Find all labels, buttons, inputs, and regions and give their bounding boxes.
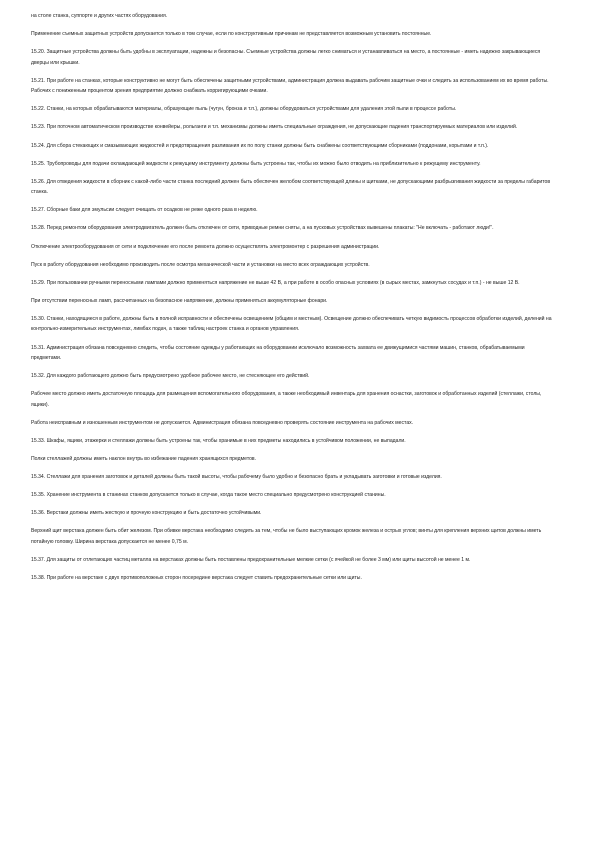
paragraph: 15.21. При работе на станках, которые конструктивно не могут быть обеспечены защитными устройствами, администрация должна выдавать рабочим защитные очки и следить за использованием их во время работы. Рабочих с пониженным процентом зрения предприятие должно снабжать корригирующими очками. bbox=[31, 77, 549, 95]
paragraph: 15.26. Для отведения жидкости в сборник с какой-либо части станка последний должен быть обеспечен желобом соответствующей длины и щитками, не допускающими разбрызгивания жидкости за пределы габаритов станка. bbox=[31, 178, 551, 196]
paragraph: 15.23. При поточном автоматическом производстве конвейеры, рольганги и т.п. механизмы должны иметь специальные ограждения, не допускающие падения транспортируемых материалов или изделий. bbox=[31, 124, 518, 131]
paragraph: 15.22. Станки, на которых обрабатываются материалы, образующие пыль (чугун, бронза и т.п.), должны оборудоваться устройствами для удаления этой пыли в процессе работы. bbox=[31, 106, 457, 113]
paragraph: Верхний щит верстака должен быть обит железом. При обивке верстака необходимо следить за тем, чтобы не было выступающих кромок железа и острых углов; винты для крепления верхних щитов должны иметь потайную головку. Ширина верстака допускается не менее 0,75 м. bbox=[31, 528, 542, 545]
paragraph: 15.38. При работе на верстаке с двух противоположных сторон посередине верстака следует ставить предохранительные сетки или щиты. bbox=[31, 575, 362, 582]
paragraph: 15.27. Сборные баки для эмульсии следует очищать от осадков не реже одного раза в неделю. bbox=[31, 207, 258, 214]
paragraph: Отключение электрооборудования от сети и подключение его после ремонта должно осуществлять электромонтер с разрешения администрации. bbox=[31, 243, 380, 250]
paragraph: 15.30. Станки, находящиеся в работе, должны быть в полной исправности и обеспечены освещением (общим и местным). Освещение должно обеспечивать четкую видимость процессов обработки изделий, делений на контрольно-измерительных инструментах, лимбах подач, а также таблиц настроек станка и органов управления. bbox=[31, 315, 552, 333]
paragraph: Работа неисправным и изношенным инструментом не допускается. Администрация обязана повседневно проверять состояние инструмента на рабочих местах. bbox=[31, 419, 414, 426]
paragraph: 15.33. Шкафы, ящики, этажерки и стеллажи должны быть устроены так, чтобы хранимые в них предметы находились в устойчивом положении, не выпадали. bbox=[31, 437, 406, 444]
paragraph: 15.25. Трубопроводы для подачи охлаждающей жидкости к режущему инструменту должны быть устроены так, чтобы их можно было отводить на приблизительно к режущему инструменту. bbox=[31, 160, 481, 167]
paragraph: 15.28. Перед ремонтом оборудования электродвигатель должен быть отключен от сети, приводные ремни сняты, а на пусковых устройствах вывешены плакаты: "Не включать - работают люди!". bbox=[31, 225, 494, 232]
paragraph: 15.35. Хранение инструмента в станинах станков допускается только в случае, когда такое место специально предусмотрено конструкцией станины. bbox=[31, 492, 386, 499]
paragraph: 15.29. При пользовании ручными переносными лампами должно применяться напряжение не выше 42 В, а при работе в особо опасных условиях (в сырых местах, замкнутых сосудах и т.п.) - не выше 12 В. bbox=[31, 279, 520, 286]
paragraph: Пуск в работу оборудования необходимо производить после осмотра механической части и установки на место всех ограждающих устройств. bbox=[31, 261, 370, 268]
paragraph: 15.20. Защитные устройства должны быть удобны в эксплуатации, надежны и безопасны. Съемные устройства должны легко сниматься и устанавливаться на место, а постоянные - иметь надежно закрывающиеся дверцы или крышки. bbox=[31, 49, 541, 66]
paragraph: 15.34. Стеллажи для хранения заготовок и деталей должны быть такой высоты, чтобы рабочему было удобно и безопасно брать и укладывать заготовки и готовые изделия. bbox=[31, 474, 442, 481]
paragraph: При отсутствии переносных ламп, рассчитанных на безопасное напряжение, должны применяться аккумуляторные фонари. bbox=[31, 297, 328, 304]
paragraph: 15.24. Для сбора стекающих и смазывающих жидкостей и предотвращения разливания их по полу станки должны быть снабжены соответствующими сборниками (поддонами, корытами и т.п.). bbox=[31, 142, 489, 149]
paragraph: 15.36. Верстаки должны иметь жесткую и прочную конструкцию и быть достаточно устойчивыми. bbox=[31, 510, 262, 517]
paragraph: 15.32. Для каждого работающего должно быть предусмотрено удобное рабочее место, не стесняющее его действий. bbox=[31, 373, 310, 380]
paragraph: Применение съемных защитных устройств допускается только в том случае, если по конструктивным причинам не представляется возможным установить постоянные. bbox=[31, 31, 432, 38]
paragraph: Рабочее место должно иметь достаточную площадь для размещения вспомогательного оборудования, а также необходимый инвентарь для хранения оснастки, заготовок и обработанных изделий (стеллажи, столы, ящики). bbox=[31, 391, 542, 408]
paragraph: 15.37. Для защиты от отлетающих частиц металла на верстаках должны быть поставлены предохранительные мелкие сетки (с ячейкой не более 3 мм) или щиты высотой не менее 1 м. bbox=[31, 556, 471, 563]
paragraph: 15.31. Администрация обязана повседневно следить, чтобы состояние одежды у работающих на оборудовании исключало возможность захвата ее движущимися частями машин, станков, обрабатываемыми предметами. bbox=[31, 344, 525, 361]
paragraph: Полки стеллажей должны иметь наклон внутрь во избежание падения хранящихся предметов. bbox=[31, 455, 257, 462]
paragraph: на столе станка, суппорте и других частях оборудования. bbox=[31, 13, 168, 19]
